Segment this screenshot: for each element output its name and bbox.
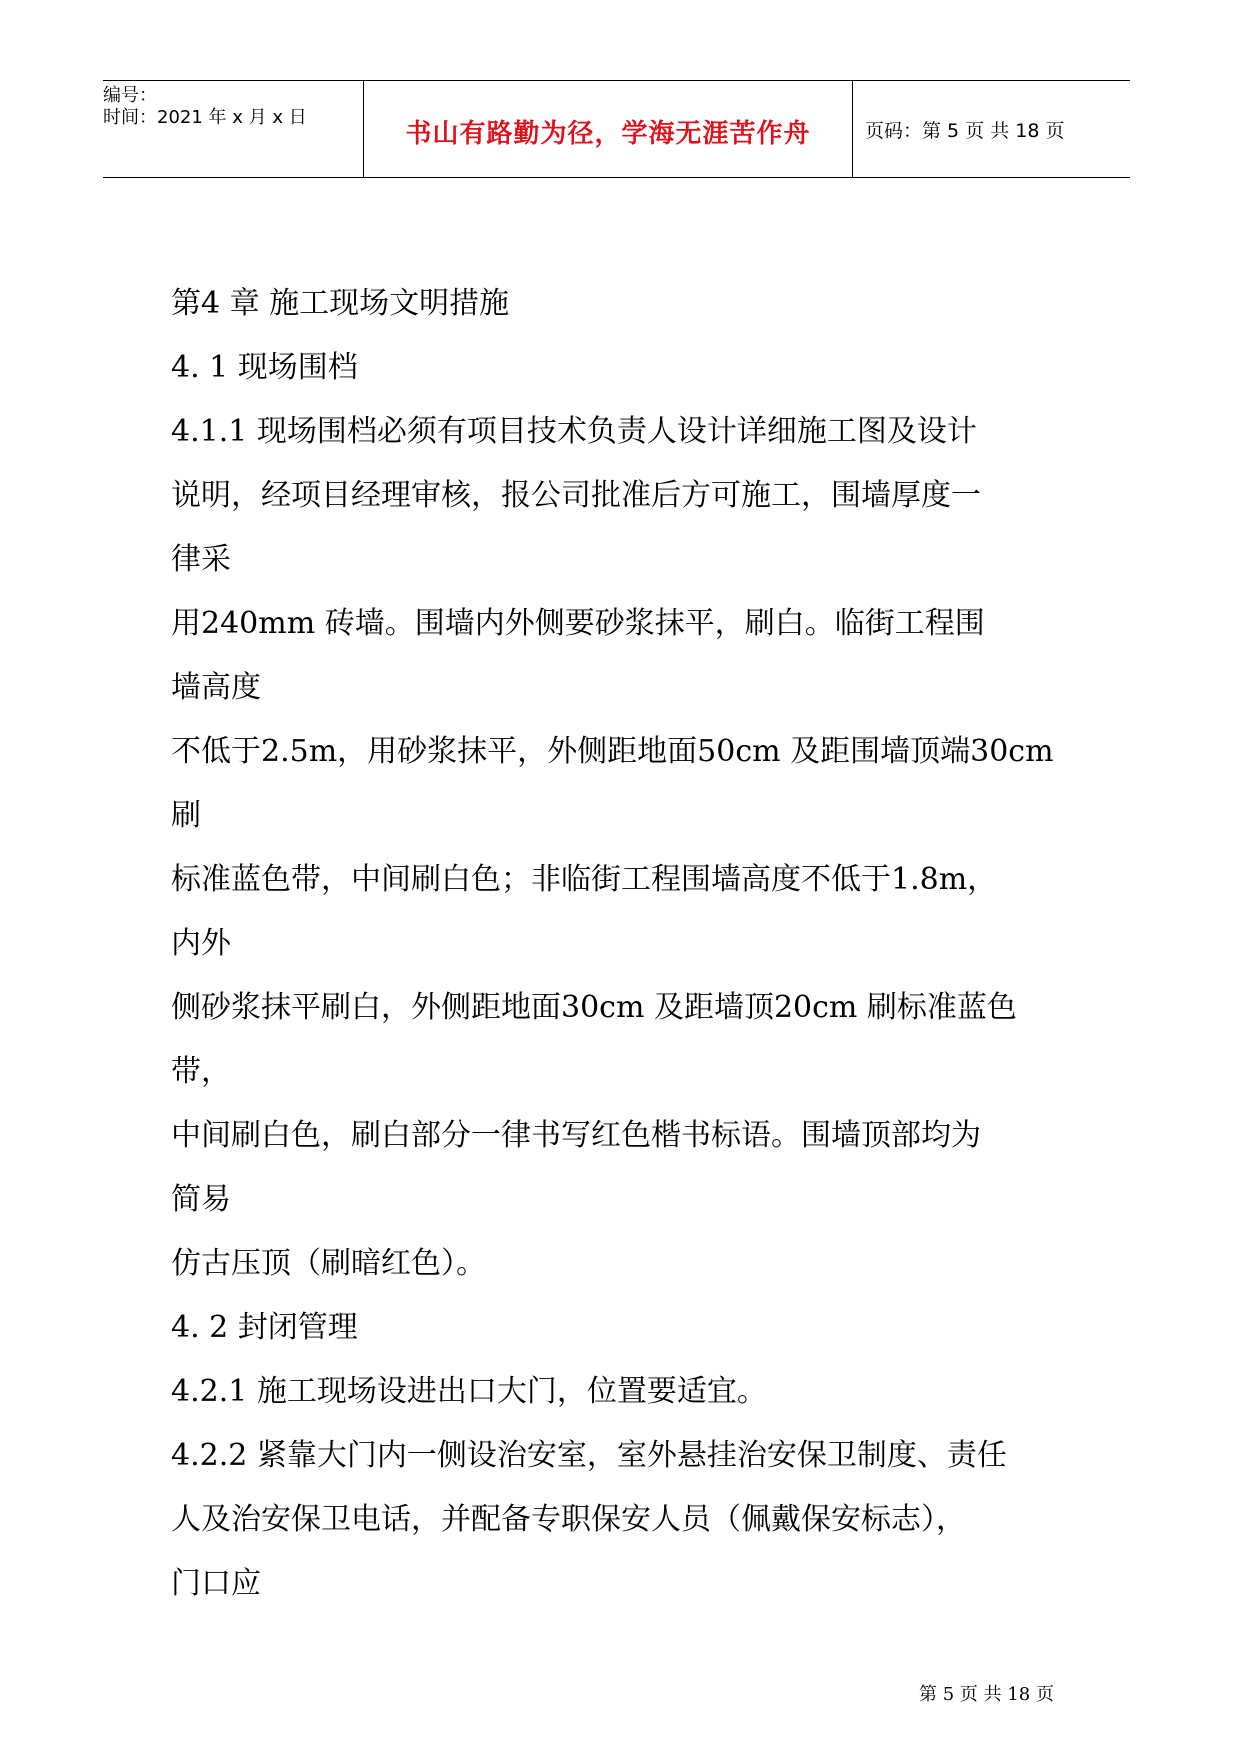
- document-number-label: 编号：: [103, 85, 157, 106]
- header-page-cell: [853, 81, 1130, 177]
- header-motto-cell: [364, 81, 853, 177]
- body-line: 标准蓝色带，中间刷白色；非临街工程围墙高度不低于1.8m，: [171, 862, 998, 897]
- body-line: 用240mm 砖墙。围墙内外侧要砂浆抹平，刷白。临街工程围: [171, 606, 985, 641]
- body-line: 简易: [171, 1182, 231, 1217]
- header-motto: 书山有路勤为径，学海无涯苦作舟: [405, 119, 811, 149]
- body-line: 中间刷白色，刷白部分一律书写红色楷书标语。围墙顶部均为: [171, 1118, 981, 1153]
- body-line: 带，: [171, 1054, 231, 1089]
- page-header: [103, 80, 1130, 178]
- body-line: 不低于2.5m，用砂浆抹平，外侧距地面50cm 及距围墙顶端30cm: [171, 734, 1054, 769]
- body-line: 4.2.2 紧靠大门内一侧设治安室，室外悬挂治安保卫制度、责任: [171, 1438, 1007, 1473]
- body-line: 说明，经项目经理审核，报公司批准后方可施工，围墙厚度一: [171, 478, 981, 513]
- body-line: 4.2.1 施工现场设进出口大门，位置要适宜。: [171, 1374, 767, 1409]
- body-line: 律采: [171, 542, 231, 577]
- section-heading: 4. 1 现场围档: [171, 350, 358, 385]
- body-line: 4.1.1 现场围档必须有项目技术负责人设计详细施工图及设计: [171, 414, 977, 449]
- header-page-info: 页码：第 5 页 共 18 页: [865, 120, 1065, 142]
- chapter-heading: 第4 章 施工现场文明措施: [171, 286, 510, 321]
- body-line: 侧砂浆抹平刷白，外侧距地面30cm 及距墙顶20cm 刷标准蓝色: [171, 990, 1017, 1025]
- page-footer: 第 5 页 共 18 页: [919, 1684, 1054, 1705]
- section-heading: 4. 2 封闭管理: [171, 1310, 358, 1345]
- document-time-label: 时间：2021 年 x 月 x 日: [103, 107, 307, 128]
- body-line: 仿古压顶（刷暗红色）。: [171, 1246, 486, 1281]
- document-body: [171, 272, 1091, 1616]
- body-line: 内外: [171, 926, 231, 961]
- header-left-cell: [103, 81, 364, 177]
- body-line: 人及治安保卫电话，并配备专职保安人员（佩戴保安标志），: [171, 1502, 966, 1537]
- body-line: 刷: [171, 798, 201, 833]
- body-line: 门口应: [171, 1566, 261, 1601]
- body-line: 墙高度: [171, 670, 261, 705]
